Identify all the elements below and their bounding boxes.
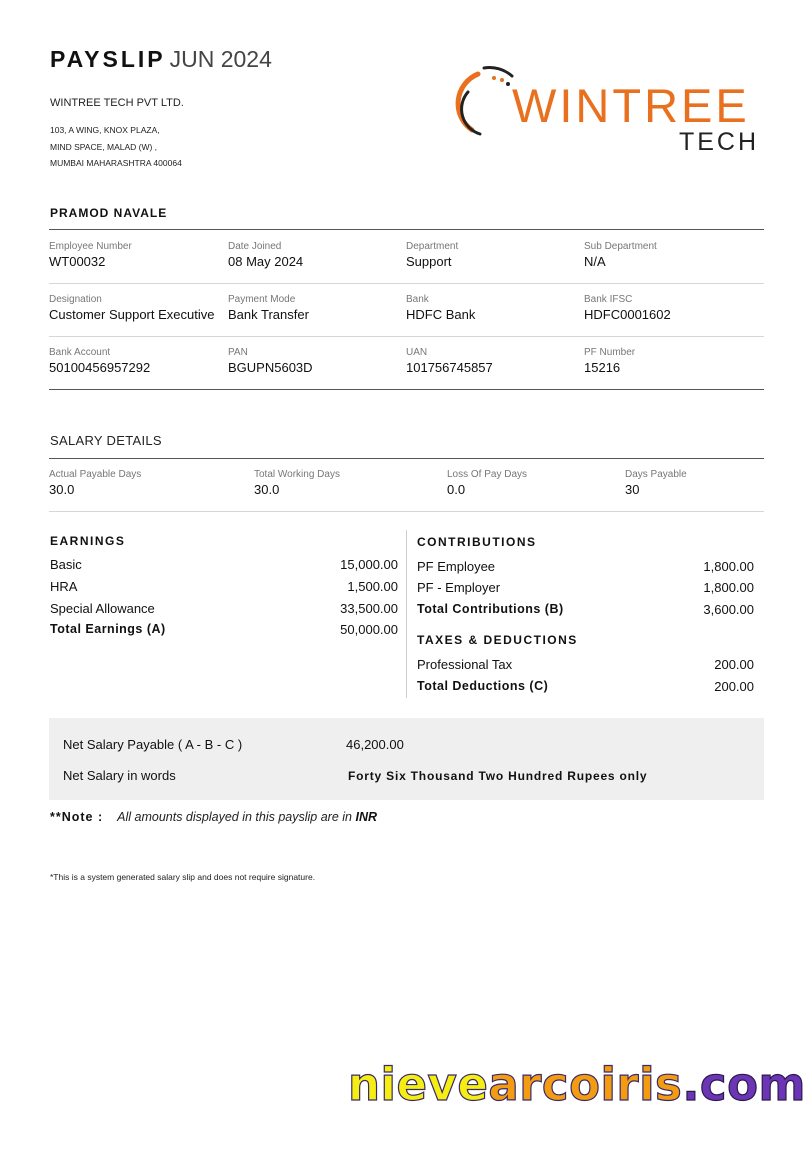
days-actual-payable <box>49 469 141 498</box>
total-contributions-label: Total Contributions (B) <box>417 602 564 616</box>
contribution-label: PF Employee <box>417 559 496 574</box>
divider <box>49 389 764 390</box>
field-value: N/A <box>584 254 606 269</box>
field-value: 08 May 2024 <box>228 254 304 269</box>
field-department <box>406 241 458 270</box>
total-deductions-label: Total Deductions (C) <box>417 679 549 693</box>
field-label: Bank IFSC <box>584 294 633 305</box>
contribution-label: PF - Employer <box>417 580 501 595</box>
divider <box>49 458 764 459</box>
field-pf-number <box>584 347 635 376</box>
address-line: MUMBAI MAHARASHTRA 400064 <box>50 158 182 168</box>
field-employee-number <box>49 241 132 270</box>
employee-name: PRAMOD NAVALE <box>50 206 168 220</box>
days-value: 30.0 <box>49 482 75 497</box>
earning-label: HRA <box>50 579 78 594</box>
days-label: Actual Payable Days <box>49 469 142 480</box>
logo-arc-icon <box>450 62 520 142</box>
net-salary-box <box>49 718 764 800</box>
days-payable <box>625 469 687 498</box>
field-label: PF Number <box>584 347 636 358</box>
title-strong: PAYSLIP <box>50 46 166 72</box>
field-sub-department <box>584 241 657 270</box>
field-value: Bank Transfer <box>228 307 309 322</box>
field-value: 50100456957292 <box>49 360 151 375</box>
note-currency: INR <box>355 810 378 824</box>
field-label: Date Joined <box>228 241 282 252</box>
field-value: HDFC0001602 <box>584 307 671 322</box>
deductions-heading: TAXES & DEDUCTIONS <box>417 633 578 647</box>
divider <box>49 229 764 230</box>
system-generated-note: *This is a system generated salary slip and does not require signature. <box>50 872 316 882</box>
salary-details-title: SALARY DETAILS <box>50 433 162 448</box>
logo-subword: TECH <box>678 128 759 156</box>
earnings-heading: EARNINGS <box>50 534 126 548</box>
field-payment-mode <box>228 294 309 323</box>
field-bank-ifsc <box>584 294 671 323</box>
field-label: UAN <box>406 347 428 358</box>
field-value: HDFC Bank <box>406 307 476 322</box>
divider <box>49 336 764 337</box>
watermark <box>348 1058 806 1111</box>
divider <box>49 511 764 512</box>
currency-note <box>50 810 377 824</box>
contribution-value: 1,800.00 <box>703 559 754 574</box>
net-payable-label: Net Salary Payable ( A - B - C ) <box>63 737 243 752</box>
earning-label: Basic <box>50 557 82 572</box>
field-uan <box>406 347 493 376</box>
note-text: All amounts displayed in this payslip are in <box>117 810 353 824</box>
total-earnings-value: 50,000.00 <box>340 622 398 637</box>
field-value: Support <box>406 254 452 269</box>
field-label: Department <box>406 241 459 252</box>
field-pan <box>228 347 313 376</box>
net-words-label: Net Salary in words <box>63 768 176 783</box>
note-key: **Note : <box>50 810 104 824</box>
title-period: JUN 2024 <box>169 46 272 72</box>
field-label: Bank Account <box>49 347 111 358</box>
field-label: Bank <box>406 294 429 305</box>
divider <box>49 283 764 284</box>
field-value: WT00032 <box>49 254 106 269</box>
watermark-part: nieve <box>348 1058 489 1111</box>
deduction-value: 200.00 <box>714 657 754 672</box>
days-value: 30.0 <box>254 482 280 497</box>
address-line: 103, A WING, KNOX PLAZA, <box>50 125 160 135</box>
deduction-label: Professional Tax <box>417 657 513 672</box>
days-value: 30 <box>625 482 640 497</box>
field-bank <box>406 294 475 323</box>
days-label: Loss Of Pay Days <box>447 469 528 480</box>
net-payable-value: 46,200.00 <box>346 737 404 752</box>
field-date-joined <box>228 241 303 270</box>
days-label: Total Working Days <box>254 469 340 480</box>
field-label: Sub Department <box>584 241 657 252</box>
contribution-value: 1,800.00 <box>703 580 754 595</box>
field-label: Payment Mode <box>228 294 296 305</box>
days-loss-of-pay <box>447 469 527 498</box>
earning-label: Special Allowance <box>50 601 155 616</box>
total-earnings-label: Total Earnings (A) <box>50 622 166 636</box>
earning-value: 15,000.00 <box>340 557 398 572</box>
payslip-title <box>50 46 272 73</box>
address-line: MIND SPACE, MALAD (W) , <box>50 142 158 152</box>
field-value: 101756745857 <box>406 360 493 375</box>
earning-value: 1,500.00 <box>347 579 398 594</box>
net-words-value: Forty Six Thousand Two Hundred Rupees only <box>348 769 648 783</box>
field-value: 15216 <box>584 360 621 375</box>
column-divider <box>406 530 407 698</box>
days-total-working <box>254 469 340 498</box>
field-value: BGUPN5603D <box>228 360 313 375</box>
total-deductions-value: 200.00 <box>714 679 754 694</box>
earning-value: 33,500.00 <box>340 601 398 616</box>
contributions-heading: CONTRIBUTIONS <box>417 535 537 549</box>
field-value: Customer Support Executive <box>49 307 215 322</box>
field-label: Employee Number <box>49 241 132 252</box>
total-contributions-value: 3,600.00 <box>703 602 754 617</box>
days-value: 0.0 <box>447 482 466 497</box>
company-name: WINTREE TECH PVT LTD. <box>50 97 184 109</box>
field-label: PAN <box>228 347 248 358</box>
watermark-part: .com <box>682 1058 806 1111</box>
field-label: Designation <box>49 294 102 305</box>
field-designation <box>49 294 214 323</box>
watermark-part: arcoiris <box>488 1058 683 1111</box>
field-bank-account <box>49 347 150 376</box>
days-label: Days Payable <box>625 469 687 480</box>
company-logo <box>450 62 765 162</box>
logo-wordmark: WINTREE <box>512 79 750 132</box>
